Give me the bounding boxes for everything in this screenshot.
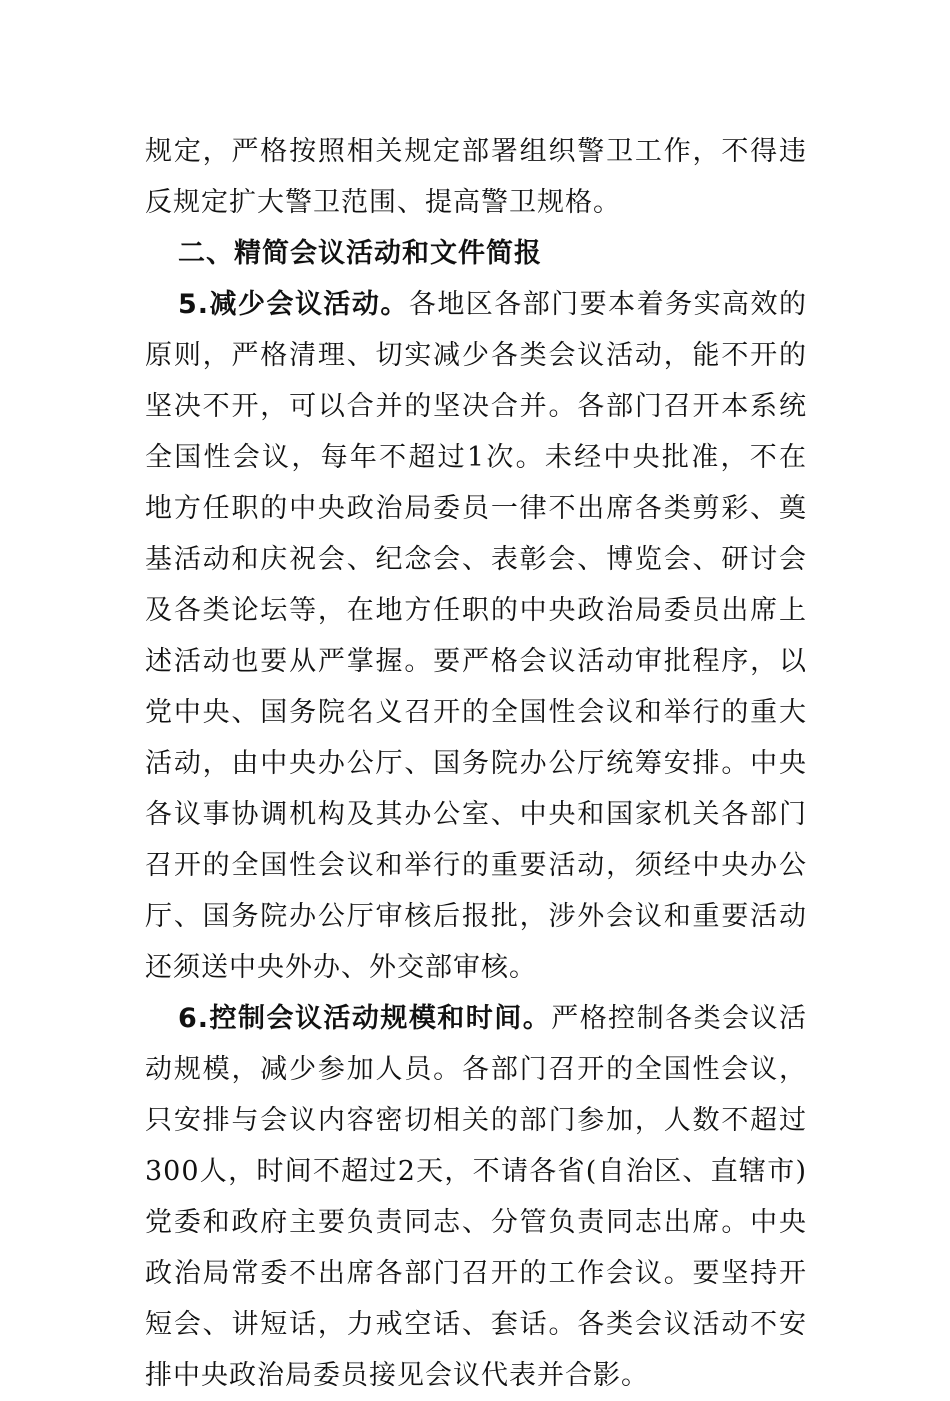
item-text-6: 严格控制各类会议活动规模，减少参加人员。各部门召开的全国性会议，只安排与会议内容密切相关的部门参加，人数不超过300人，时间不超过2天，不请各省(自治区、直辖市)党委和政府主要负责同志、分管负责同志出席。中央政治局常委不出席各部门召开的工作会议。要坚持开短会、讲短话，力戒空话、套话。各类会议活动不安排中央政治局委员接见会议代表并合影。: [145, 1003, 808, 1391]
document-body: [145, 126, 807, 1401]
item-paragraph-5: [145, 279, 807, 993]
continuation-paragraph: 规定，严格按照相关规定部署组织警卫工作，不得违反规定扩大警卫范围、提高警卫规格。: [145, 136, 807, 218]
item-text-5: 各地区各部门要本着务实高效的原则，严格清理、切实减少各类会议活动，能不开的坚决不开，可以合并的坚决合并。各部门召开本系统全国性会议，每年不超过1次。未经中央批准，不在地方任职的中央政治局委员一律不出席各类剪彩、奠基活动和庆祝会、纪念会、表彰会、博览会、研讨会及各类论坛等，在地方任职的中央政治局委员出席上述活动也要从严掌握。要严格会议活动审批程序，以党中央、国务院名义召开的全国性会议和举行的重大活动，由中央办公厅、国务院办公厅统筹安排。中央各议事协调机构及其办公室、中央和国家机关各部门召开的全国性会议和举行的重要活动，须经中央办公厅、国务院办公厅审核后报批，涉外会议和重要活动还须送中央外办、外交部审核。: [145, 289, 808, 983]
item-title-6: 6.控制会议活动规模和时间。: [178, 1003, 552, 1034]
item-paragraph-6: [145, 993, 807, 1401]
item-title-5: 5.减少会议活动。: [178, 289, 409, 320]
section-heading: 二、精简会议活动和文件简报: [178, 238, 542, 269]
